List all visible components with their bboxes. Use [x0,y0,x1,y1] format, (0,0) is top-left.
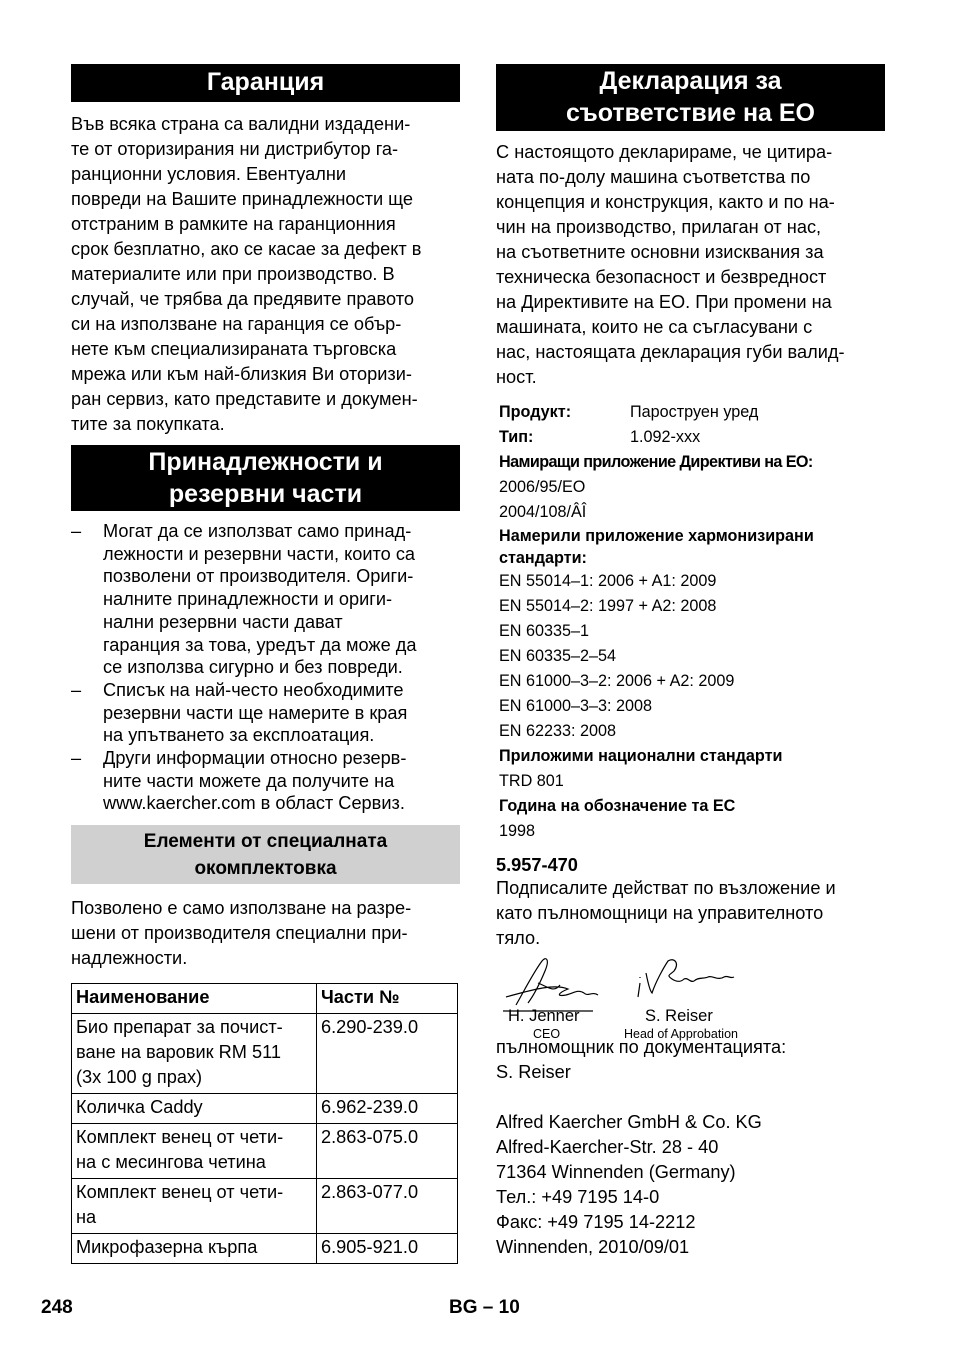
list-item [71,520,460,679]
accessories-heading [71,445,460,511]
directive-item: 2004/108/ÂÎ [499,503,587,521]
signer1-name: H. Jenner [508,1007,580,1025]
right-column [496,64,885,1260]
accessories-heading-line2: резервни части [168,480,363,508]
declaration-line: ност. [496,367,537,387]
declaration-line: на съответните основни изисквания за [496,242,824,262]
part-name-line: Микрофазерна кърпа [76,1237,258,1258]
list-item-line: резервни части ще намерите в края [103,702,408,723]
warranty-heading: Гаранция [71,64,460,102]
standard-item: EN 61000–3–2: 2006 + A2: 2009 [499,672,735,690]
declaration-line: техническа безопасност и безвредност [496,267,827,287]
special-intro [71,896,460,971]
list-item-line: гаранция за това, уредът да може да [103,634,417,655]
warranty-line: ранционни условия. Евентуални [71,164,347,184]
national-label: Приложими национални стандарти [499,747,783,765]
part-name-line: Количка Caddy [76,1097,203,1118]
table-header-row [72,984,458,1014]
part-name-line: Комплект венец от чети- [76,1182,284,1203]
part-number-cell: 2.863-075.0 [317,1124,458,1179]
standard-item: EN 62233: 2008 [499,722,617,740]
type-label: Тип: [499,428,534,446]
authorized-block [496,1035,885,1085]
intro-line: надлежности. [71,948,188,969]
table-row [72,1124,458,1179]
col-name-header: Наименование [72,984,317,1014]
table-row [72,1094,458,1124]
declaration-heading [496,64,885,131]
standard-item: EN 60335–1 [499,622,590,640]
harmonized-list [499,569,885,744]
list-item-line: ните части можете да получите на [103,770,395,791]
warranty-line: отстраним в рамките на гаранционния [71,214,396,234]
warranty-line: срок безплатно, ако се касае за дефект в [71,239,422,259]
product-label: Продукт: [499,403,572,421]
list-item-line: – Могат да се използват само принад- [103,521,412,541]
special-heading-line1: Елементи от специалната [143,831,388,853]
accessories-table [71,983,458,1264]
harmonized-label-line1: Намерили приложение хармонизирани [499,527,814,545]
list-item-line: – Други информации относно резерв- [103,748,407,769]
list-item-line: www.kaercher.com в област Сервиз. [103,793,405,814]
left-column [71,64,460,1264]
address-line: Alfred-Kaercher-Str. 28 - 40 [496,1137,719,1157]
type-value: 1.092-xxx [630,428,701,446]
part-number-cell: 6.962-239.0 [317,1094,458,1124]
harmonized-label-line2: стандарти: [499,549,587,567]
part-name-cell [72,1124,317,1179]
address-line: Winnenden, 2010/09/01 [496,1237,690,1257]
standard-item: EN 55014–2: 1997 + A2: 2008 [499,597,717,615]
directives-list [499,475,885,525]
section-label: BG – 10 [449,1297,520,1318]
sign-text-line: като пълномощници на управителното [496,903,824,923]
warranty-line: мрежа или към най-близкия Ви оторизи- [71,364,412,384]
company-address [496,1110,885,1260]
list-item [71,747,460,815]
address-line: Alfred Kaercher GmbH & Co. KG [496,1112,762,1132]
year-value: 1998 [499,822,536,840]
warranty-line: случай, че трябва да предявите правото [71,289,414,309]
warranty-line: нете към специализираната търговска [71,339,397,359]
standard-item: EN 61000–3–3: 2008 [499,697,653,715]
special-heading [71,825,460,884]
address-line: Факс: +49 7195 14-2212 [496,1212,696,1232]
national-value: TRD 801 [499,772,564,790]
col-part-header: Части № [317,984,458,1014]
sign-text-line: Подписалите действат по възложение и [496,878,836,898]
signatures [496,953,885,1041]
declaration-line: чин на производство, прилаган от нас, [496,217,822,237]
signer1-role: CEO [533,1027,561,1041]
part-name-line: (3x 100 g прах) [76,1067,203,1088]
list-item-line: се използва сигурно и без повреди. [103,657,403,678]
sign-text [496,876,885,951]
declaration-line: ната по-долу машина съответства по [496,167,811,187]
declaration-heading-line2: съответствие на ЕО [565,99,816,127]
list-item-line: на упътването за експлоатация. [103,725,375,746]
declaration-line: нас, настоящата декларация губи валид- [496,342,845,362]
address-line: Тел.: +49 7195 14-0 [496,1187,660,1207]
signer2-name: S. Reiser [645,1007,713,1025]
part-number-cell: 6.905-921.0 [317,1234,458,1264]
list-item [71,679,460,747]
warranty-line: материалите или при производство. В [71,264,395,284]
year-label: Година на обозначение та ЕС [499,797,736,815]
authorized-label: пълномощник по документацията: [496,1037,787,1057]
part-name-cell [72,1179,317,1234]
special-heading-line2: окомплектовка [194,858,337,880]
warranty-text [71,112,460,437]
table-row [72,1179,458,1234]
warranty-line: те от оторизирания ни дистрибутор га- [71,139,399,159]
directive-item: 2006/95/EO [499,478,586,496]
part-name-line: Био препарат за почист- [76,1017,283,1038]
list-item-line: позволени от производителя. Ориги- [103,566,414,587]
warranty-line: си на използване на гаранция се обър- [71,314,402,334]
intro-line: шени от производителя специални при- [71,923,408,944]
declaration-line: С настоящото декларираме, че цитира- [496,142,833,162]
product-value: Пароструен уред [630,403,759,421]
list-item-line: лежности и резервни части, които са [103,543,416,564]
declaration-line: концепция и конструкция, както и по на- [496,192,835,212]
signer2-role: Head of Approbation [624,1027,738,1041]
list-item-line: нални резервни части дават [103,611,343,632]
warranty-line: Във всяка страна са валидни издадени- [71,114,411,134]
warranty-line: повреди на Вашите принадлежности ще [71,189,414,209]
address-line: 71364 Winnenden (Germany) [496,1162,736,1182]
part-name-cell [72,1014,317,1094]
part-name-line: на с месингова четина [76,1152,266,1173]
part-name-cell [72,1234,317,1264]
product-row [499,400,885,425]
declaration-line: машината, които не са съгласувани с [496,317,813,337]
part-name-line: ване на варовик RM 511 [76,1042,281,1063]
declaration-text [496,140,885,390]
authorized-name: S. Reiser [496,1062,571,1082]
warranty-line: ран сервиз, като представите и докумен- [71,389,418,409]
directives-label: Намиращи приложение Директиви на ЕО: [499,453,813,471]
signatures-image [498,953,758,1013]
part-number-cell: 6.290-239.0 [317,1014,458,1094]
table-row [72,1234,458,1264]
page-number: 248 [41,1297,73,1318]
declaration-specs [496,400,885,844]
table-row [72,1014,458,1094]
part-name-cell [72,1094,317,1124]
list-item-line: налните принадлежности и ориги- [103,589,393,610]
part-name-line: на [76,1207,97,1228]
standard-item: EN 60335–2–54 [499,647,617,665]
type-row [499,425,885,450]
part-number-cell: 2.863-077.0 [317,1179,458,1234]
warranty-line: тите за покупката. [71,414,225,434]
part-name-line: Комплект венец от чети- [76,1127,284,1148]
doc-number: 5.957-470 [496,855,578,875]
standard-item: EN 55014–1: 2006 + A1: 2009 [499,572,717,590]
intro-line: Позволено е само използване на разре- [71,898,412,919]
list-item-line: – Списък на най-често необходимите [103,679,404,700]
accessories-heading-line1: Принадлежности и [148,448,383,476]
sign-text-line: тяло. [496,928,541,948]
declaration-heading-line1: Декларация за [599,67,782,95]
accessories-list [71,520,460,815]
declaration-line: на Директивите на ЕО. При промени на [496,292,832,312]
